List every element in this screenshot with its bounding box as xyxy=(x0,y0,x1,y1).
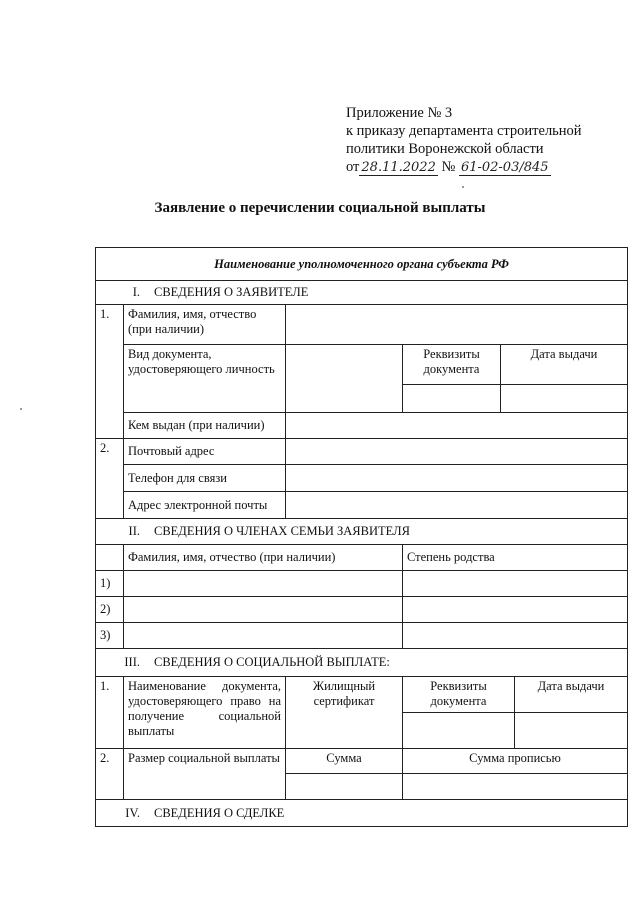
certificate-label: Жилищный сертификат xyxy=(286,677,403,749)
scan-speck xyxy=(20,408,22,410)
relation-field[interactable] xyxy=(403,623,628,649)
doc-details-field[interactable] xyxy=(403,385,501,413)
amount-words-label: Сумма прописью xyxy=(403,749,628,774)
payment-doc-details-label: Реквизиты документа xyxy=(403,677,515,713)
number-label: № xyxy=(441,159,456,175)
postal-address-field[interactable] xyxy=(286,439,628,465)
payment-size-label: Размер социальной выплаты xyxy=(124,749,286,800)
section-3-number: III. xyxy=(124,655,140,669)
application-form-table xyxy=(95,247,628,827)
family-member-row xyxy=(96,571,628,597)
section-4-title: СВЕДЕНИЯ О СДЕЛКЕ xyxy=(154,805,285,820)
email-field[interactable] xyxy=(286,492,628,519)
from-label: от xyxy=(346,159,360,175)
section-2-title: СВЕДЕНИЯ О ЧЛЕНАХ СЕМЬИ ЗАЯВИТЕЛЯ xyxy=(154,524,410,538)
section-4-header-row xyxy=(96,800,628,827)
postal-address-label: Почтовый адрес xyxy=(124,439,286,465)
relation-field[interactable] xyxy=(403,571,628,597)
issue-date-field[interactable] xyxy=(501,385,628,413)
family-row-number: 3) xyxy=(96,623,124,649)
appendix-line-2: к приказу департамента строительной xyxy=(346,123,582,139)
doc-details-label: Реквизиты документа xyxy=(403,345,501,385)
doc-type-label: Вид документа, удостоверяющего личность xyxy=(124,345,286,413)
family-name-field[interactable] xyxy=(124,623,403,649)
authority-header: Наименование уполномоченного органа субъекта РФ xyxy=(96,248,628,281)
row-number-2: 2. xyxy=(96,439,124,519)
payment-issue-date-label: Дата выдачи xyxy=(515,677,628,713)
handwritten-date: 28.11.2022 xyxy=(361,160,436,175)
handwritten-number: 61-02-03/845 xyxy=(460,160,549,175)
doc-type-field[interactable] xyxy=(286,345,403,413)
family-member-row xyxy=(96,597,628,623)
section-3-header-row xyxy=(96,649,628,677)
family-row-number: 2) xyxy=(96,597,124,623)
phone-field[interactable] xyxy=(286,465,628,492)
scan-speck xyxy=(462,186,464,188)
amount-field[interactable] xyxy=(286,774,403,800)
section-4-number: IV. xyxy=(125,805,140,820)
amount-words-field[interactable] xyxy=(403,774,628,800)
payment-issue-date-field[interactable] xyxy=(515,713,628,749)
section-1-title: СВЕДЕНИЯ О ЗАЯВИТЕЛЕ xyxy=(154,285,309,299)
section-1-header-row xyxy=(96,281,628,305)
phone-label: Телефон для связи xyxy=(124,465,286,492)
family-row-number: 1) xyxy=(96,571,124,597)
appendix-block xyxy=(346,104,582,176)
issue-date-label: Дата выдачи xyxy=(501,345,628,385)
full-name-field[interactable] xyxy=(286,305,628,345)
section-3-title: СВЕДЕНИЯ О СОЦИАЛЬНОЙ ВЫПЛАТЕ: xyxy=(154,655,390,669)
family-member-row xyxy=(96,623,628,649)
appendix-line-1: Приложение № 3 xyxy=(346,105,453,121)
row-number-2: 2. xyxy=(96,749,124,800)
relation-column-header: Степень родства xyxy=(403,545,628,571)
appendix-date-line xyxy=(346,158,582,176)
section-2-number: II. xyxy=(128,524,140,538)
row-number-1: 1. xyxy=(96,677,124,749)
family-name-field[interactable] xyxy=(124,597,403,623)
appendix-line-3: политики Воронежской области xyxy=(346,141,544,157)
payment-doc-details-field[interactable] xyxy=(403,713,515,749)
issued-by-field[interactable] xyxy=(286,413,628,439)
section-1-number: I. xyxy=(132,285,140,299)
relation-field[interactable] xyxy=(403,597,628,623)
family-name-field[interactable] xyxy=(124,571,403,597)
issued-by-label: Кем выдан (при наличии) xyxy=(124,413,286,439)
amount-label: Сумма xyxy=(286,749,403,774)
email-label: Адрес электронной почты xyxy=(124,492,286,519)
full-name-label: Фамилия, имя, отчество (при наличии) xyxy=(124,305,286,345)
doc-name-label: Наименование документа, удостоверяющего право на получение социальной выплаты xyxy=(124,677,286,749)
family-name-column-header: Фамилия, имя, отчество (при наличии) xyxy=(124,545,403,571)
section-2-header-row xyxy=(96,519,628,545)
page-title: Заявление о перечислении социальной выплаты xyxy=(154,200,486,216)
row-number-1: 1. xyxy=(96,305,124,439)
